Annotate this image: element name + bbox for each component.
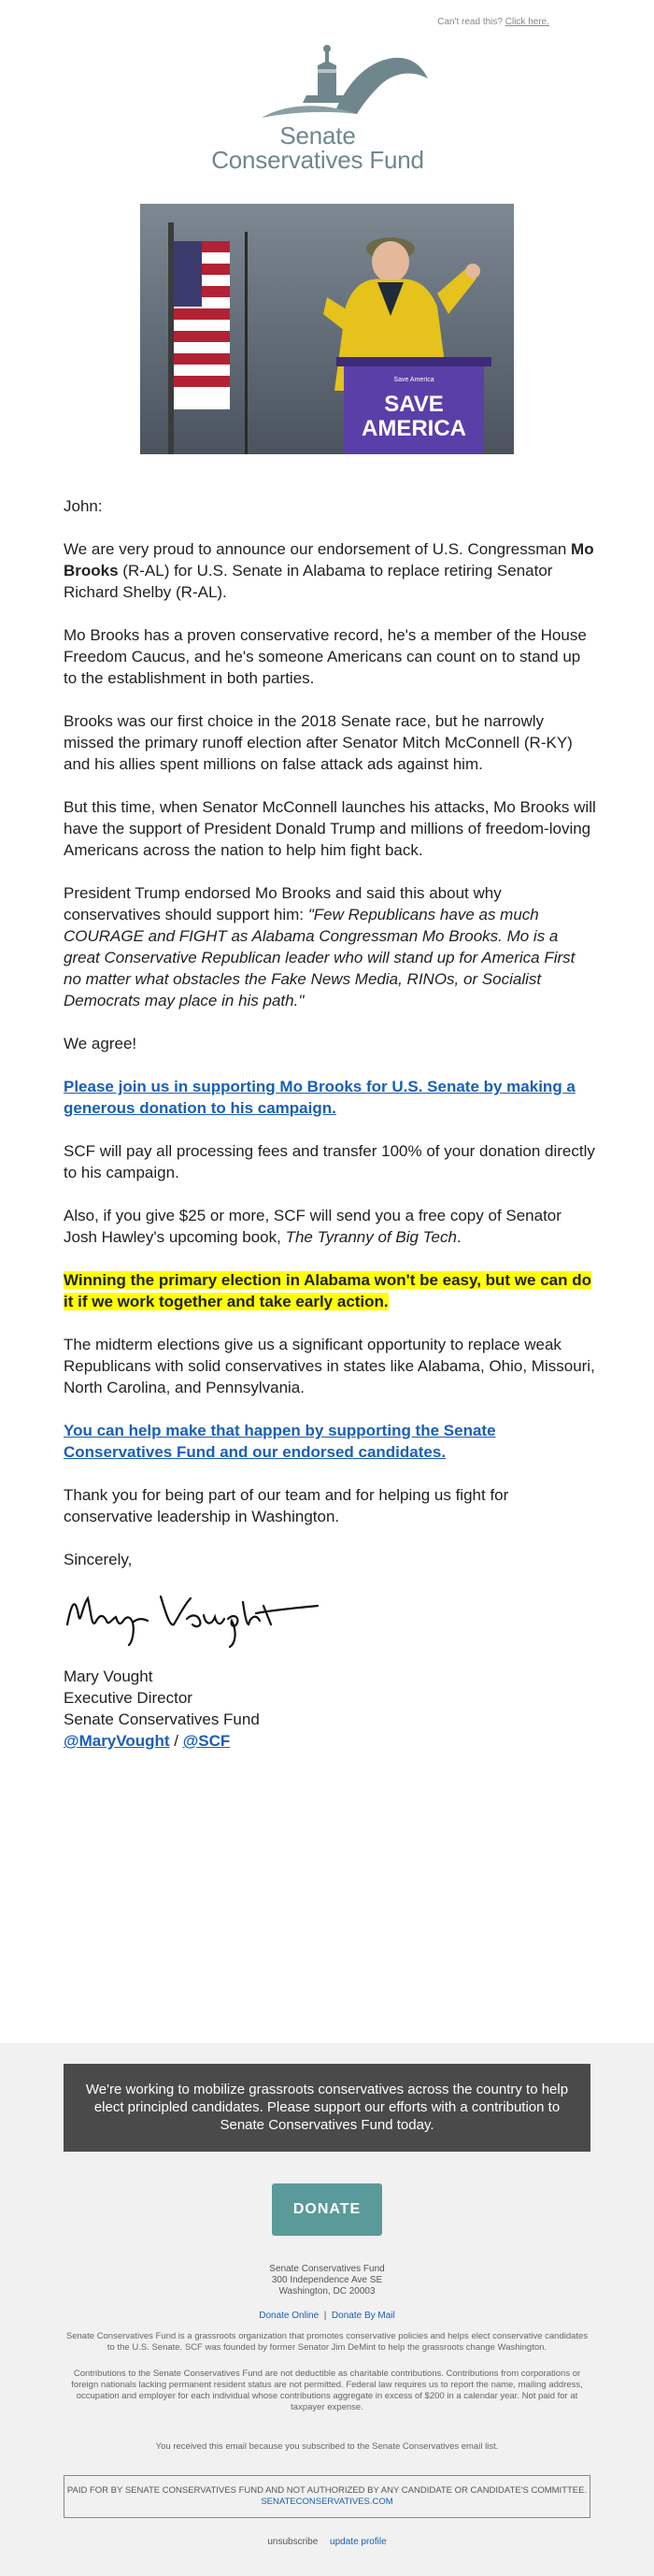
about-text: Senate Conservatives Fund is a grassroots organization that promotes conservative policies and helps elect conservative candidates to the U.S. Senate. SCF was founded by former Senator Jim DeMint to help the grassroots change Washington. [65,2331,589,2353]
paid-for-disclaimer [64,2475,590,2518]
paragraph-highlight [64,1269,596,1312]
trump-quote: "Few Republicans have as much COURAGE and FIGHT as Alabama Congressman Mo Brooks. Mo is a great Conservative Republican leader who will stand up for America First no matter what obstacles the Fake News Media, RINOs, or Socialist Democrats may place in his path." [64,906,576,1009]
mailing-address [0,2264,654,2297]
handwritten-signature-icon [64,1578,325,1653]
greeting: John: [64,497,103,515]
letter-body [64,495,596,1752]
paragraph-trump-endorsement [64,882,596,1011]
manage-links [0,2537,654,2547]
paragraph-thanks: Thank you for being part of our team and for helping us fight for conservative leadership in Washington. [64,1486,509,1525]
social-links [64,1730,596,1752]
unsubscribe-link[interactable]: unsubscribe [267,2537,319,2547]
book-title: The Tyranny of Big Tech [285,1228,457,1246]
donate-by-mail-link[interactable]: Donate By Mail [331,2311,395,2321]
closing: Sincerely, [64,1551,133,1568]
paragraph-fees: SCF will pay all processing fees and transfer 100% of your donation directly to his campaign. [64,1142,595,1181]
p8-end: . [456,1228,462,1246]
footer-donate-links [0,2311,654,2321]
paragraph-record: Mo Brooks has a proven conservative record, he's a member of the House Freedom Caucus, and he's someone Americans can count on to stand up to the establishment in both parties. [64,626,587,687]
paragraph-link-1 [64,1076,596,1119]
capitol-dome-logo-icon [196,41,439,125]
podium-text-save: SAVE [384,392,444,417]
website-link[interactable]: SENATECONSERVATIVES.COM [261,2497,393,2507]
donate-to-brooks-link[interactable]: Please join us in supporting Mo Brooks for U.S. Senate by making a generous donation to his campaign. [64,1078,576,1117]
address-line-3: Washington, DC 20003 [278,2286,376,2297]
p1-text: We are very proud to announce our endorsement of U.S. Congressman [64,540,572,558]
speaker-at-podium-image [140,204,514,454]
update-profile-link[interactable]: update profile [330,2537,387,2547]
paragraph-endorsement [64,538,596,603]
podium-small-text: Save America [393,377,434,383]
p5-text: President Trump endorsed Mo Brooks and said this about why conservatives should support him: [64,884,502,923]
donate-button[interactable]: DONATE [272,2183,382,2236]
podium-text-america: AMERICA [362,416,466,441]
address-line-1: Senate Conservatives Fund [269,2264,385,2274]
paragraph-midterms: The midterm elections give us a significant opportunity to replace weak Republicans with solid conservatives in states like Alabama, Ohio, Missouri, North Carolina, and Pennsylvania. [64,1336,595,1396]
twitter-scf-link[interactable]: @SCF [182,1732,231,1750]
legal-text: Contributions to the Senate Conservatives Fund are not deductible as charitable contributions. Contributions from corporations or foreign nationals lacking permanent resident status are not permitted. Federal law requires us to report the name, mailing address, occupation and employer for each individual whose contributions aggregate in excess of $200 in a calendar year. Not paid for at taxpayer expense. [71,2368,583,2412]
scf-logo [0,30,654,179]
support-scf-link[interactable]: You can help make that happen by supporting the Senate Conservatives Fund and our endorsed candidates. [64,1422,496,1461]
p1-text-end: (R-AL) for U.S. Senate in Alabama to replace retiring Senator Richard Shelby (R-AL). [64,562,553,601]
view-online-link[interactable]: Click here. [505,17,549,27]
paragraph-2018: Brooks was our first choice in the 2018 Senate race, but he narrowly missed the primary runoff election after Senator Mitch McConnell (R-KY) and his allies spent millions on false attack ads against him. [64,712,573,773]
address-line-2: 300 Independence Ave SE [271,2275,383,2285]
social-separator: / [169,1732,183,1750]
twitter-maryvought-link[interactable]: @MaryVought [64,1732,170,1750]
donate-online-link[interactable]: Donate Online [259,2311,320,2321]
cant-read-text: Can't read this? [437,17,503,27]
logo-line-2: Conservatives Fund [211,146,424,174]
paragraph-book-offer [64,1205,596,1248]
paragraph-this-time: But this time, when Senator McConnell launches his attacks, Mo Brooks will have the support of President Donald Trump and millions of freedom-loving Americans across the nation to help him fight back. [64,798,596,859]
paragraph-link-2 [64,1420,596,1463]
signature-image [64,1578,596,1653]
signer-name: Mary Vought [64,1667,153,1685]
candidate-name: Mo Brooks [64,540,594,580]
signer-title: Executive Director [64,1689,192,1707]
logo-line-1: Senate [279,122,356,150]
footer [0,2043,654,2576]
paid-for-text: PAID FOR BY SENATE CONSERVATIVES FUND AND NOT AUTHORIZED BY ANY CANDIDATE OR CANDIDATE'S COMMITTEE. [66,2485,588,2496]
support-callout: We're working to mobilize grassroots conservatives across the country to help elect principled candidates. Please support our efforts with a contribution to Senate Conservatives Fund today. [64,2064,590,2152]
highlighted-text: Winning the primary election in Alabama won't be easy, but we can do it if we work together and take early action. [64,1271,591,1310]
view-online-bar [0,0,654,30]
link-divider: | [323,2311,327,2321]
signer-org: Senate Conservatives Fund [64,1710,260,1728]
hero-photo [140,204,514,454]
p8-text: Also, if you give $25 or more, SCF will send you a free copy of Senator Josh Hawley's upcoming book, [64,1207,562,1246]
paragraph-we-agree: We agree! [64,1035,137,1052]
subscription-note: You received this email because you subscribed to the Senate Conservatives email list. [155,2441,499,2452]
